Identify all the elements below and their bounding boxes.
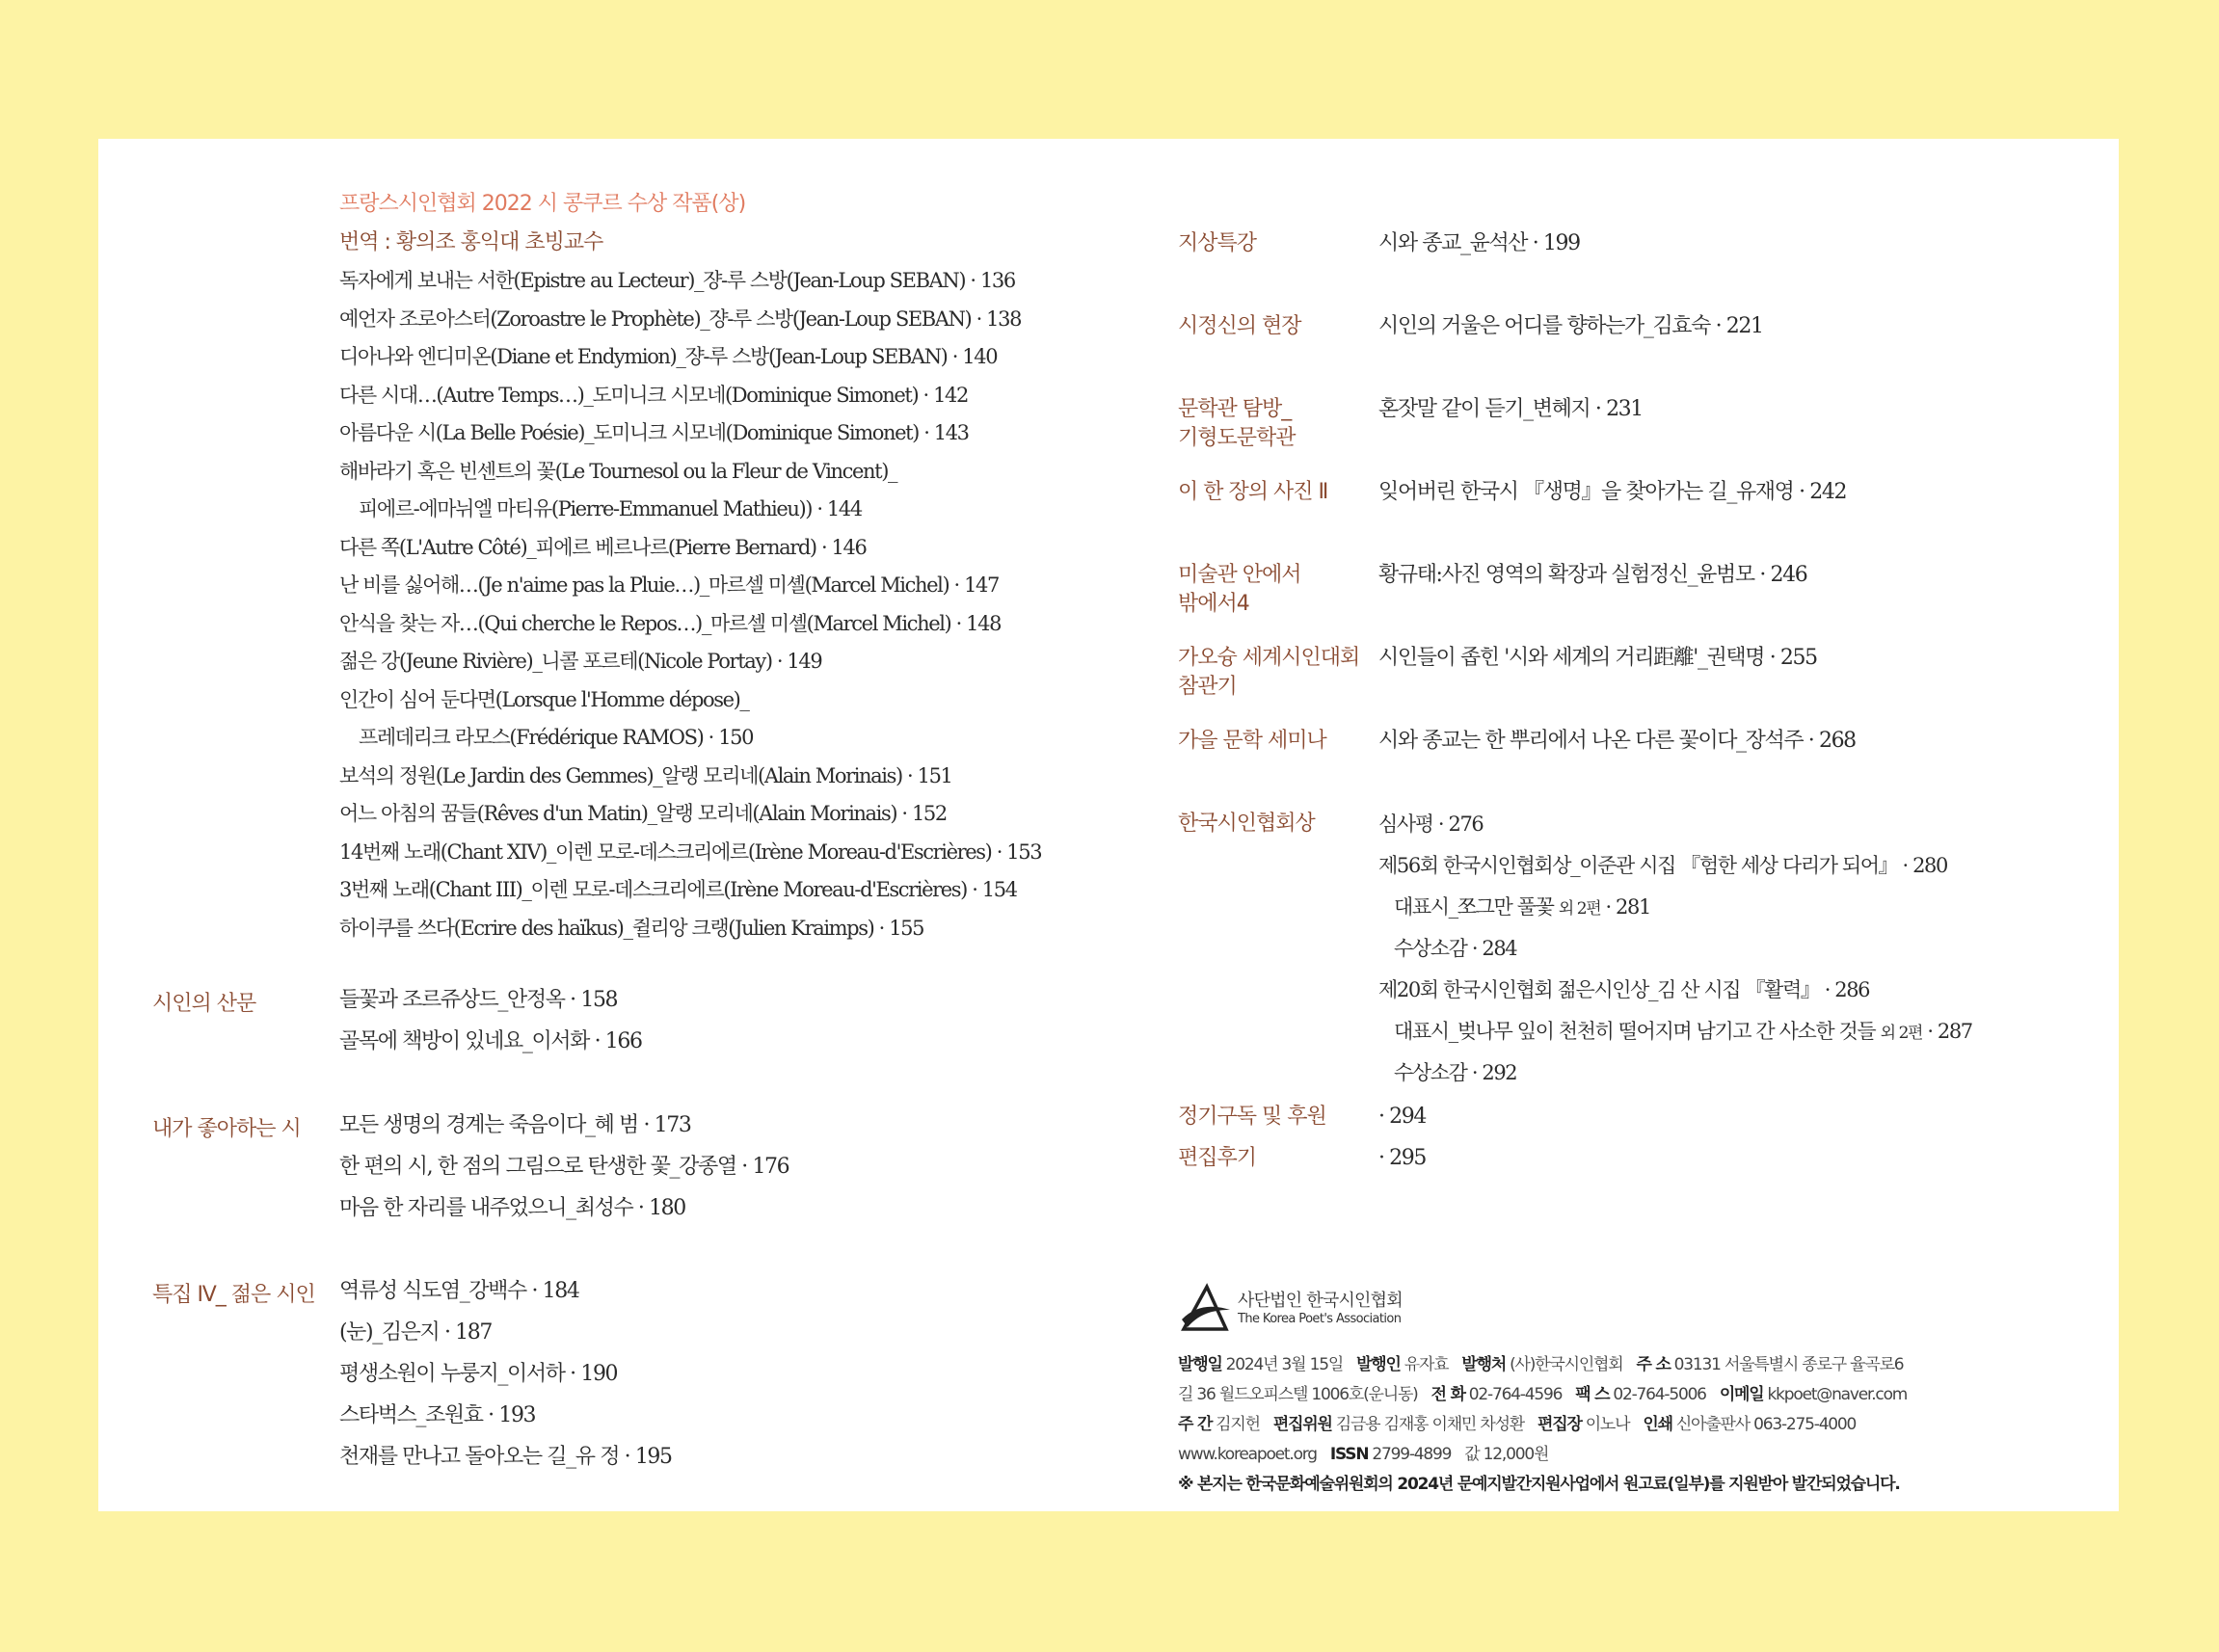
toc-entry[interactable]: 모든 생명의 경계는 죽음이다_혜 범 · 173	[339, 1113, 691, 1137]
info-value: www.koreapoet.org	[1178, 1445, 1317, 1464]
toc-entry[interactable]: 3번째 노래(Chant III)_이렌 모로-데스크리에르(Irène Moreau-d'Escrières) · 154	[339, 878, 1017, 901]
toc-entry[interactable]: 천재를 만나고 돌아오는 길_유 정 · 195	[339, 1445, 672, 1469]
toc-entry[interactable]: 다른 쪽(L'Autre Côté)_피에르 베르나르(Pierre Bernard) · 146	[339, 535, 867, 559]
award-items	[1378, 810, 1972, 1100]
feature-list	[339, 262, 1041, 947]
entry-title: 심사평 · 276	[1378, 813, 1484, 836]
toc-entry[interactable]: 골목에 책방이 있네요_이서화 · 166	[339, 1029, 642, 1053]
section-label: 한국시인협회상	[1178, 812, 1315, 836]
section-label: 시정신의 현장	[1178, 314, 1301, 338]
info-key: 인쇄	[1643, 1415, 1672, 1434]
entry-title: 대표시_벚나무 잎이 천천히 떨어지며 남기고 간 사소한 것들	[1394, 1020, 1876, 1043]
info-key: 전 화	[1430, 1385, 1465, 1404]
feature-heading: 프랑스시인협회 2022 시 콩쿠르 수상 작품(상)	[339, 192, 746, 216]
publisher-logo	[1178, 1281, 2103, 1339]
toc-entry[interactable]: (눈)_김은지 · 187	[339, 1320, 492, 1345]
info-value: 02-764-5006	[1613, 1385, 1706, 1404]
toc-entry[interactable]: 인간이 심어 둔다면(Lorsque l'Homme dépose)_	[339, 687, 749, 711]
toc-entry[interactable]	[1378, 893, 1972, 934]
entry-title: 수상소감 · 284	[1394, 937, 1517, 960]
toc-entry[interactable]: 피에르-에마뉘엘 마티유(Pierre-Emmanuel Mathieu)) · 144	[359, 497, 862, 520]
section-label: 가을 문학 세미나	[1178, 729, 1326, 753]
info-key: 주 간	[1178, 1415, 1213, 1434]
toc-entry[interactable]: 예언자 조로아스터(Zoroastre le Prophète)_쟝-루 스방(Jean-Loup SEBAN) · 138	[339, 306, 1022, 331]
toc-entry[interactable]: 다른 시대…(Autre Temps…)_도미니크 시모네(Dominique Simonet) · 142	[339, 383, 968, 407]
section-items	[339, 1112, 789, 1237]
info-value: 김금용 김재홍 이채민 차성환	[1335, 1415, 1525, 1434]
org-name-ko: 사단법인 한국시인협회	[1238, 1291, 1403, 1311]
toc-entry[interactable]: 디아나와 엔디미온(Diane et Endymion)_쟝-루 스방(Jean-Loup SEBAN) · 140	[339, 345, 998, 368]
toc-entry[interactable]: · 295	[1378, 1146, 1426, 1170]
section-label: 지상특강	[1178, 231, 1257, 255]
contents-page	[98, 139, 2119, 1511]
info-key: ISSN	[1329, 1445, 1369, 1464]
entry-page: · 281	[1600, 895, 1650, 919]
section-label: 정기구독 및 후원	[1178, 1105, 1326, 1129]
info-value: 02-764-4596	[1468, 1385, 1563, 1404]
toc-entry[interactable]: 독자에게 보내는 서한(Epistre au Lecteur)_쟝-루 스방(Jean-Loup SEBAN) · 136	[339, 269, 1015, 292]
info-value: 김지헌	[1216, 1415, 1260, 1434]
entry-extra: 외 2편	[1880, 1024, 1923, 1043]
feature-translator: 번역 : 황의조 홍익대 초빙교수	[339, 230, 603, 254]
toc-entry[interactable]: 프레데리크 라모스(Frédérique RAMOS) · 150	[359, 726, 754, 749]
toc-entry[interactable]	[1378, 934, 1972, 975]
toc-entry[interactable]: 어느 아침의 꿈들(Rêves d'un Matin)_알랭 모리네(Alain Morinais) · 152	[339, 802, 947, 825]
publication-info-line	[1178, 1380, 2103, 1410]
entry-title: 수상소감 · 292	[1394, 1061, 1517, 1084]
toc-entry[interactable]: 보석의 정원(Le Jardin des Gemmes)_알랭 모리네(Alain Morinais) · 151	[339, 763, 952, 787]
toc-entry[interactable]	[1378, 810, 1972, 851]
toc-entry[interactable]: 14번째 노래(Chant XIV)_이렌 모로-데스크리에르(Irène Moreau-d'Escrières) · 153	[339, 839, 1042, 864]
info-value: (사)한국시인협회	[1510, 1355, 1623, 1374]
toc-entry[interactable]	[1378, 1058, 1972, 1100]
toc-entry[interactable]	[1378, 851, 1972, 893]
section-items	[339, 987, 642, 1070]
toc-entry[interactable]: 한 편의 시, 한 점의 그림으로 탄생한 꽃_강종열 · 176	[339, 1155, 789, 1179]
section-items	[339, 1278, 672, 1485]
toc-entry[interactable]: 시인의 거울은 어디를 향하는가_김효숙 · 221	[1378, 314, 1763, 338]
org-name-en: The Korea Poet's Association	[1238, 1312, 1402, 1326]
entry-title: 제20회 한국시인협회 젊은시인상_김 산 시집 『활력』 · 286	[1378, 978, 1870, 1001]
info-key: 발행일	[1178, 1355, 1222, 1374]
info-value: 길 36 월드오피스텔 1006호(운니동)	[1178, 1385, 1418, 1404]
toc-entry[interactable]: 잊어버린 한국시 『생명』을 찾아가는 길_유재영 · 242	[1378, 480, 1847, 504]
toc-entry[interactable]	[1378, 975, 1972, 1017]
toc-entry[interactable]: 스타벅스_조원효 · 193	[339, 1403, 536, 1427]
toc-entry[interactable]: 역류성 식도염_강백수 · 184	[339, 1279, 579, 1303]
info-value: 신아출판사 063-275-4000	[1675, 1415, 1857, 1434]
funding-notice: ※ 본지는 한국문화예술위원회의 2024년 문예지발간지원사업에서 원고료(일부)를 지원받아 발간되었습니다.	[1178, 1475, 1900, 1494]
info-value: 2024년 3월 15일	[1225, 1355, 1344, 1374]
section-label: 시인의 산문	[152, 992, 256, 1016]
info-value: 유자효	[1404, 1355, 1449, 1374]
info-key: 편집장	[1537, 1415, 1582, 1434]
section-label: 문학관 탐방_ 기형도문학관	[1178, 397, 1296, 450]
entry-title: 대표시_쪼그만 풀꽃	[1394, 895, 1554, 919]
toc-entry[interactable]: 난 비를 싫어해…(Je n'aime pas la Pluie…)_마르셀 미셸(Marcel Michel) · 147	[339, 573, 999, 597]
info-value: 03131 서울특별시 종로구 율곡로6	[1673, 1355, 1904, 1374]
toc-entry[interactable]: 평생소원이 누룽지_이서하 · 190	[339, 1362, 618, 1386]
entry-page: · 287	[1922, 1020, 1972, 1043]
toc-entry[interactable]: 아름다운 시(La Belle Poésie)_도미니크 시모네(Dominique Simonet) · 143	[339, 421, 969, 444]
publication-info-line	[1178, 1410, 2103, 1440]
toc-entry[interactable]: 황규태:사진 영역의 확장과 실험정신_윤범모 · 246	[1378, 563, 1807, 587]
info-key: 이메일	[1719, 1385, 1764, 1404]
toc-entry[interactable]: 젊은 강(Jeune Rivière)_니콜 포르테(Nicole Portay) · 149	[339, 650, 822, 673]
toc-entry[interactable]: 시인들이 좁힌 '시와 세계의 거리距離'_권택명 · 255	[1378, 646, 1817, 670]
publication-info	[1178, 1350, 2103, 1500]
info-key: 팩 스	[1575, 1385, 1610, 1404]
section-label: 내가 좋아하는 시	[152, 1117, 301, 1141]
publication-info-line	[1178, 1440, 2103, 1470]
toc-entry[interactable]: 마음 한 자리를 내주었으니_최성수 · 180	[339, 1196, 685, 1220]
toc-entry[interactable]: 혼잣말 같이 듣기_변혜지 · 231	[1378, 397, 1643, 421]
info-key: 발행인	[1356, 1355, 1401, 1374]
toc-entry[interactable]: 안식을 찾는 자…(Qui cherche le Repos…)_마르셀 미셸(Marcel Michel) · 148	[339, 611, 1002, 635]
info-key: 주 소	[1636, 1355, 1671, 1374]
section-label: 편집후기	[1178, 1146, 1257, 1170]
toc-entry[interactable]: 들꽃과 조르쥬상드_안정옥 · 158	[339, 988, 618, 1012]
section-label: 이 한 장의 사진 Ⅱ	[1178, 480, 1328, 504]
toc-entry[interactable]	[1378, 1017, 1972, 1058]
info-key: 발행처	[1461, 1355, 1507, 1374]
toc-entry[interactable]: 하이쿠를 쓰다(Ecrire des haïkus)_쥘리앙 크랭(Julien Kraimps) · 155	[339, 916, 924, 940]
info-value: kkpoet@naver.com	[1767, 1385, 1908, 1404]
section-label: 미술관 안에서 밖에서4	[1178, 563, 1301, 616]
korea-poet-association-logo-icon	[1178, 1281, 1232, 1335]
colophon	[1178, 1281, 2103, 1500]
toc-entry[interactable]: · 294	[1378, 1105, 1426, 1129]
section-label: 가오슝 세계시인대회 참관기	[1178, 646, 1360, 699]
info-value: 이노나	[1585, 1415, 1630, 1434]
info-value: 값 12,000원	[1464, 1445, 1549, 1464]
entry-extra: 외 2편	[1558, 899, 1601, 919]
toc-entry[interactable]: 시와 종교는 한 뿌리에서 나온 다른 꽃이다_장석주 · 268	[1378, 729, 1856, 753]
toc-entry[interactable]: 시와 종교_윤석산 · 199	[1378, 231, 1580, 255]
info-value: 2799-4899	[1372, 1445, 1452, 1464]
section-label: 특집 Ⅳ_ 젊은 시인	[152, 1283, 315, 1307]
toc-entry[interactable]: 해바라기 혹은 빈센트의 꽃(Le Tournesol ou la Fleur de Vincent)_	[339, 459, 897, 483]
info-key: 편집위원	[1272, 1415, 1332, 1434]
publication-info-line	[1178, 1350, 2103, 1380]
entry-title: 제56회 한국시인협회상_이준관 시집 『험한 세상 다리가 되어』 · 280	[1378, 854, 1947, 877]
